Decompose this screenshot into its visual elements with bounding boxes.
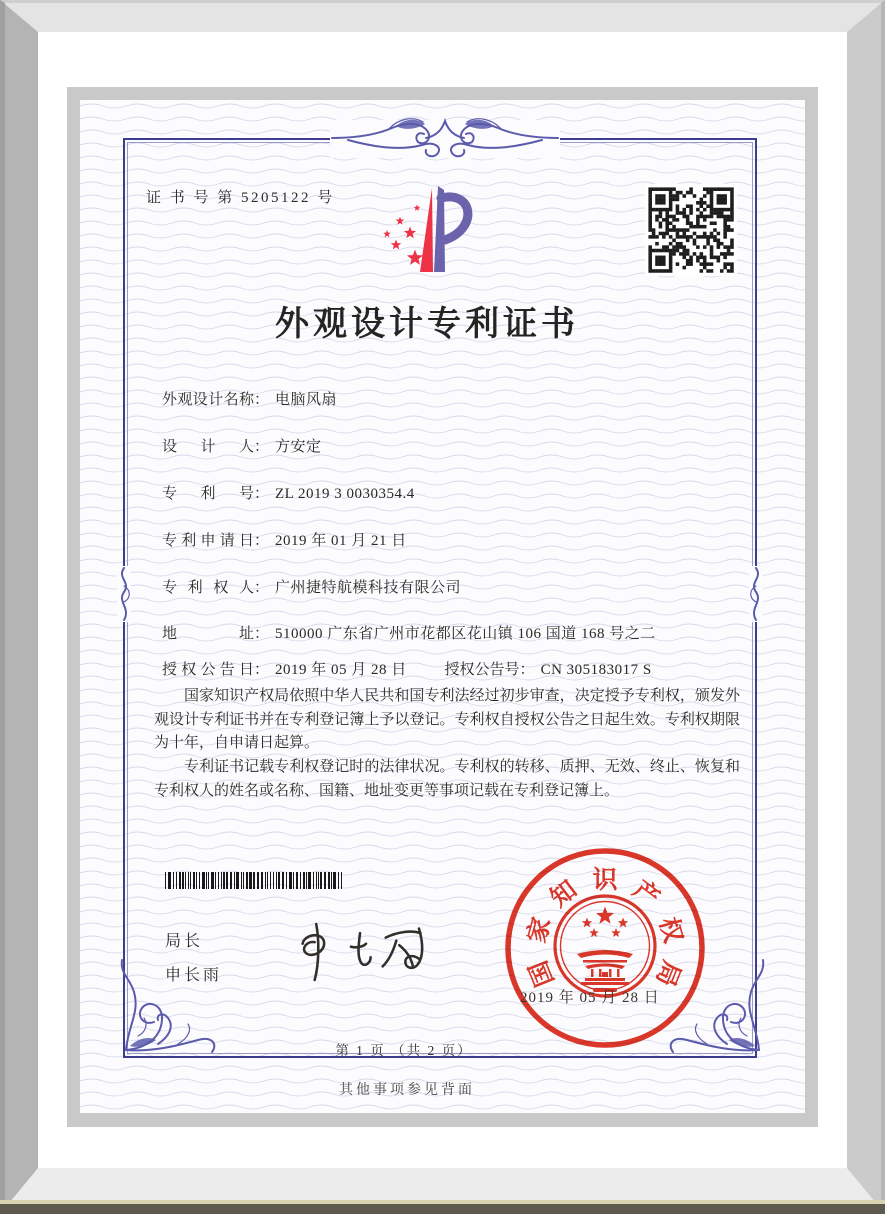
legal-paragraph-1: 国家知识产权局依照中华人民共和国专利法经过初步审查，决定授予专利权，颁发外观设计专利证书并在专利登记簿上予以登记。专利权自授权公告之日起生效。专利权期限为十年，自申请日起算。: [154, 688, 740, 752]
logo-stars: [383, 205, 423, 265]
cnipa-logo-icon: [375, 184, 480, 280]
field-patentee: 专利权人： 广州捷特航模科技有限公司: [162, 576, 461, 597]
certificate-paper: [80, 100, 805, 1113]
field-value: 2019 年 01 月 21 日: [275, 533, 407, 549]
field-label: 专利申请日: [162, 533, 254, 549]
svg-text:权: 权: [653, 914, 687, 946]
svg-text:局: 局: [650, 956, 685, 990]
field-patent-number: 专利号： ZL 2019 3 0030354.4: [162, 482, 415, 503]
signature-shen-changyu-icon: [278, 918, 436, 986]
certificate-title: 外观设计专利证书: [275, 306, 579, 343]
seal-date: 2019 年 05 月 28 日: [520, 990, 660, 1006]
field-label: 设计人: [162, 439, 254, 455]
field-label: 外观设计名称: [162, 392, 254, 408]
svg-text:家: 家: [523, 914, 557, 946]
svg-text:知: 知: [545, 875, 583, 913]
svg-text:产: 产: [627, 875, 665, 913]
field-value: 方安定: [275, 439, 322, 455]
frame-bottom-edge: [0, 1204, 885, 1214]
grant-number-pair: 授权公告号： CN 305183017 S: [444, 662, 652, 678]
qr-code-icon: [645, 184, 737, 276]
field-value: 电脑风扇: [275, 392, 338, 408]
certificate-number: 证 书 号 第 5205122 号: [146, 190, 335, 206]
field-value: ZL 2019 3 0030354.4: [275, 486, 415, 502]
border-flourish-top: [330, 106, 560, 170]
svg-text:国: 国: [525, 956, 560, 990]
svg-text:识: 识: [592, 867, 618, 894]
field-value: 510000 广东省广州市花都区花山镇 106 国道 168 号之二: [275, 626, 656, 642]
field-label: 专利权人: [162, 580, 254, 596]
national-emblem-icon: [555, 896, 655, 996]
field-label: 地址: [162, 626, 254, 642]
page-indicator: 第 1 页 （共 2 页）: [335, 1043, 473, 1058]
official-seal-icon: [499, 842, 711, 1054]
field-value: 广州捷特航模科技有限公司: [275, 580, 462, 596]
field-grant-row: [162, 658, 652, 679]
border-flourish-left: [109, 566, 139, 622]
signer-name: 申长雨: [165, 967, 223, 984]
field-address: 地址： 510000 广东省广州市花都区花山镇 106 国道 168 号之二: [162, 622, 656, 643]
field-design-name: 外观设计名称： 电脑风扇: [162, 388, 337, 409]
back-note: 其他事项参见背面: [339, 1083, 475, 1098]
signer-title: 局长: [165, 933, 204, 950]
grant-date-pair: 授权公告日： 2019 年 05 月 28 日: [162, 662, 407, 678]
field-designer: 设计人： 方安定: [162, 435, 322, 456]
field-label: 专利号: [162, 486, 254, 502]
legal-text: [154, 685, 740, 804]
border-flourish-right: [741, 566, 771, 622]
barcode-icon: [165, 872, 347, 889]
legal-paragraph-2: 专利证书记载专利权登记时的法律状况。专利权的转移、质押、无效、终止、恢复和专利权人的姓名或名称、国籍、地址变更等事项记载在专利登记簿上。: [154, 759, 740, 799]
seal-ring-text: [523, 866, 688, 990]
field-filing-date: 专利申请日： 2019 年 01 月 21 日: [162, 529, 407, 550]
